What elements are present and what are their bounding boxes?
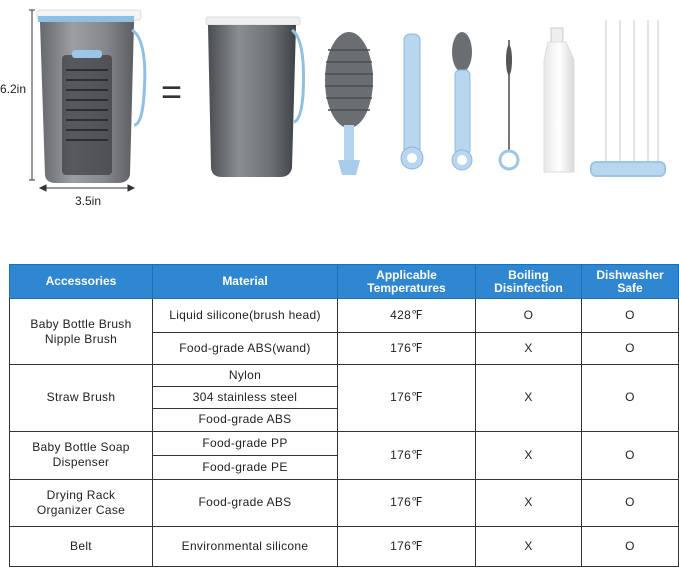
- header-temperatures: Applicable Temperatures: [338, 265, 476, 299]
- table-row: [10, 431, 679, 455]
- nipple-brush-image: [452, 32, 472, 170]
- temperature-cell: 176℉: [338, 479, 476, 526]
- dishwasher-cell: O: [582, 526, 679, 566]
- dishwasher-cell: O: [582, 365, 679, 431]
- boiling-cell: X: [476, 365, 582, 431]
- dishwasher-cell: O: [582, 333, 679, 365]
- table-row: [10, 526, 679, 566]
- product-illustration: [0, 0, 679, 200]
- material-cell: Food-grade ABS: [153, 479, 338, 526]
- material-cell: Food-grade ABS: [153, 409, 338, 431]
- equals-sign: =: [161, 71, 183, 112]
- temperature-cell: 176℉: [338, 431, 476, 479]
- material-cell: 304 stainless steel: [153, 387, 338, 409]
- drying-rack-image: [591, 20, 665, 176]
- cup-case-image: [206, 17, 304, 177]
- dishwasher-cell: O: [582, 431, 679, 479]
- accessory-cell: Baby Bottle Soap Dispenser: [10, 431, 153, 479]
- material-cell: Liquid silicone(brush head): [153, 299, 338, 333]
- temperature-cell: 176℉: [338, 365, 476, 431]
- straw-brush-image: [500, 40, 518, 169]
- temperature-cell: 428℉: [338, 299, 476, 333]
- table-row: [10, 479, 679, 526]
- width-dimension-line: [40, 185, 134, 191]
- material-cell: Food-grade ABS(wand): [153, 333, 338, 365]
- height-label: 6.2in: [0, 82, 27, 96]
- boiling-cell: X: [476, 431, 582, 479]
- spec-table: [9, 264, 679, 567]
- bottle-brush-image: [325, 32, 373, 175]
- temperature-cell: 176℉: [338, 526, 476, 566]
- boiling-cell: X: [476, 479, 582, 526]
- assembled-cup-image: [37, 10, 145, 183]
- accessory-cell: Belt: [10, 526, 153, 566]
- temperature-cell: 176℉: [338, 333, 476, 365]
- accessory-cell: Drying Rack Organizer Case: [10, 479, 153, 526]
- header-boiling: Boiling Disinfection: [476, 265, 582, 299]
- header-dishwasher: Dishwasher Safe: [582, 265, 679, 299]
- brush-wand-image: [401, 34, 423, 169]
- dishwasher-cell: O: [582, 299, 679, 333]
- material-cell: Nylon: [153, 365, 338, 387]
- boiling-cell: O: [476, 299, 582, 333]
- soap-dispenser-image: [544, 28, 574, 172]
- material-cell: Food-grade PP: [153, 431, 338, 455]
- dishwasher-cell: O: [582, 479, 679, 526]
- header-material: Material: [153, 265, 338, 299]
- material-cell: Environmental silicone: [153, 526, 338, 566]
- header-accessories: Accessories: [10, 265, 153, 299]
- accessory-cell: Baby Bottle Brush Nipple Brush: [10, 299, 153, 365]
- boiling-cell: X: [476, 526, 582, 566]
- height-dimension-line: [29, 10, 35, 180]
- boiling-cell: X: [476, 333, 582, 365]
- table-row: [10, 299, 679, 333]
- accessory-cell: Straw Brush: [10, 365, 153, 431]
- table-header-row: [10, 265, 679, 299]
- table-row: [10, 365, 679, 387]
- material-cell: Food-grade PE: [153, 455, 338, 479]
- width-label: 3.5in: [75, 194, 102, 208]
